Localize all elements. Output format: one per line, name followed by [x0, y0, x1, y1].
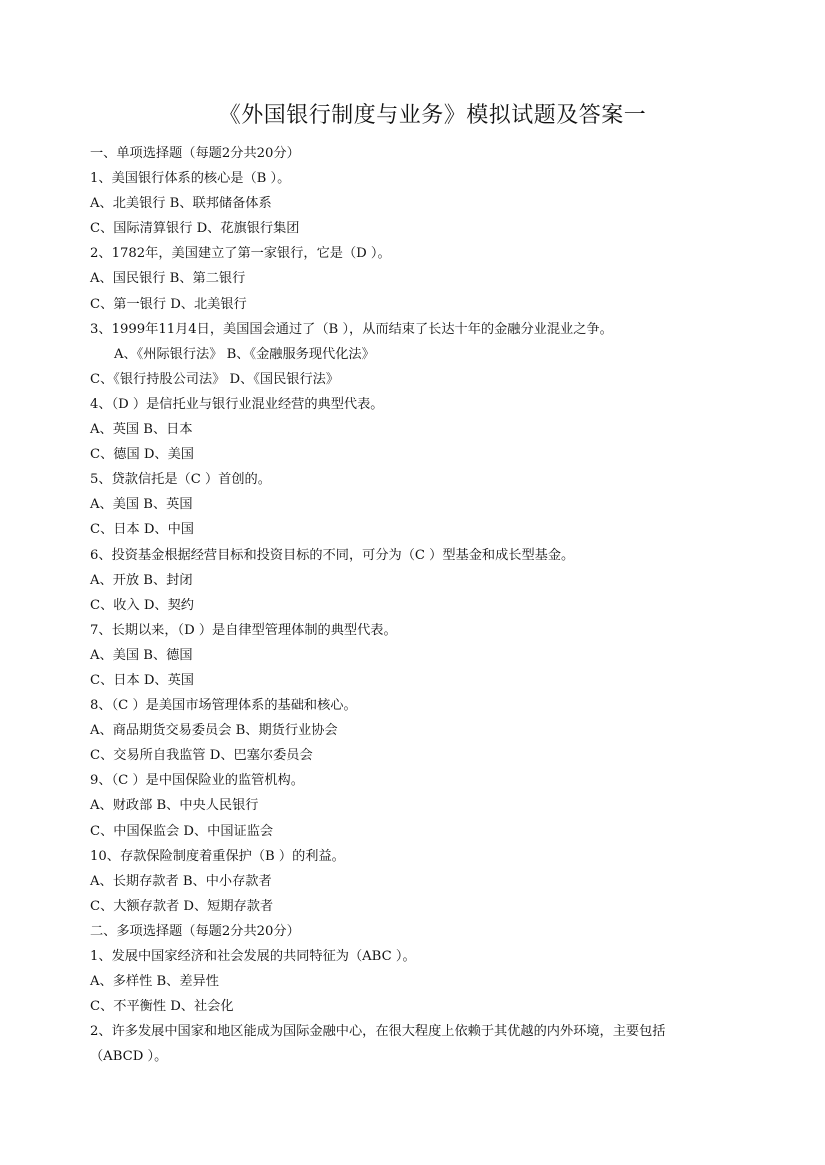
text-line: 二、多项选择题（每题2分共20分）	[90, 923, 300, 939]
text-line: A、开放 B、封闭	[90, 572, 193, 588]
text-line: 2、许多发展中国家和地区能成为国际金融中心，在很大程度上依赖于其优越的内外环境，主要包括	[90, 1024, 666, 1040]
text-line: A、长期存款者 B、中小存款者	[90, 873, 272, 889]
text-line: A、财政部 B、中央人民银行	[90, 798, 259, 814]
text-line: A、英国 B、日本	[90, 422, 193, 438]
text-line: C、中国保监会 D、中国证监会	[90, 823, 274, 839]
text-line: 10、存款保险制度着重保护（B ）的利益。	[90, 848, 345, 864]
text-line: 6、投资基金根据经营目标和投资目标的不同，可分为（C ）型基金和成长型基金。	[90, 547, 575, 563]
text-line: C、收入 D、契约	[90, 597, 194, 613]
document-title: 《外国银行制度与业务》模拟试题及答案一	[218, 103, 647, 128]
text-line: A、北美银行 B、联邦储备体系	[90, 196, 272, 212]
text-line: （ABCD ）。	[90, 1049, 168, 1065]
text-line: 8、（C ）是美国市场管理体系的基础和核心。	[90, 698, 357, 714]
text-line: 3、1999年11月4日，美国国会通过了（B ），从而结束了长达十年的金融分业混业之争。	[90, 321, 613, 337]
text-line: C、《银行持股公司法》 D、《国民银行法》	[90, 371, 340, 387]
text-line: 5、贷款信托是（C ）首创的。	[90, 472, 271, 488]
text-line: A、美国 B、英国	[90, 497, 193, 513]
text-line: C、不平衡性 D、社会化	[90, 999, 234, 1015]
text-line: 1、发展中国家经济和社会发展的共同特征为（ABC ）。	[90, 949, 416, 964]
text-line: 9、（C ）是中国保险业的监管机构。	[90, 773, 304, 789]
text-line: 1、美国银行体系的核心是（B ）。	[90, 171, 291, 187]
text-line: 4、（D ）是信托业与银行业混业经营的典型代表。	[90, 396, 384, 412]
text-line: C、德国 D、美国	[90, 447, 194, 463]
text-line: C、日本 D、英国	[90, 672, 194, 688]
text-line: A、国民银行 B、第二银行	[90, 271, 246, 287]
text-line: C、日本 D、中国	[90, 522, 194, 538]
text-line: C、第一银行 D、北美银行	[90, 296, 247, 312]
text-line: C、大额存款者 D、短期存款者	[90, 898, 274, 914]
text-line: A、美国 B、德国	[90, 647, 193, 663]
text-line: 7、长期以来，（D ）是自律型管理体制的典型代表。	[90, 622, 397, 638]
text-line: C、国际清算银行 D、花旗银行集团	[90, 221, 300, 237]
text-line: C、交易所自我监管 D、巴塞尔委员会	[90, 748, 313, 764]
text-line: 2、1782年，美国建立了第一家银行，它是（D ）。	[90, 246, 391, 262]
document-body	[90, 141, 750, 1069]
text-line: 一、单项选择题（每题2分共20分）	[90, 146, 300, 161]
text-line: A、《州际银行法》 B、《金融服务现代化法》	[114, 346, 375, 362]
text-line: A、商品期货交易委员会 B、期货行业协会	[90, 723, 338, 739]
text-line: A、多样性 B、差异性	[90, 974, 219, 990]
